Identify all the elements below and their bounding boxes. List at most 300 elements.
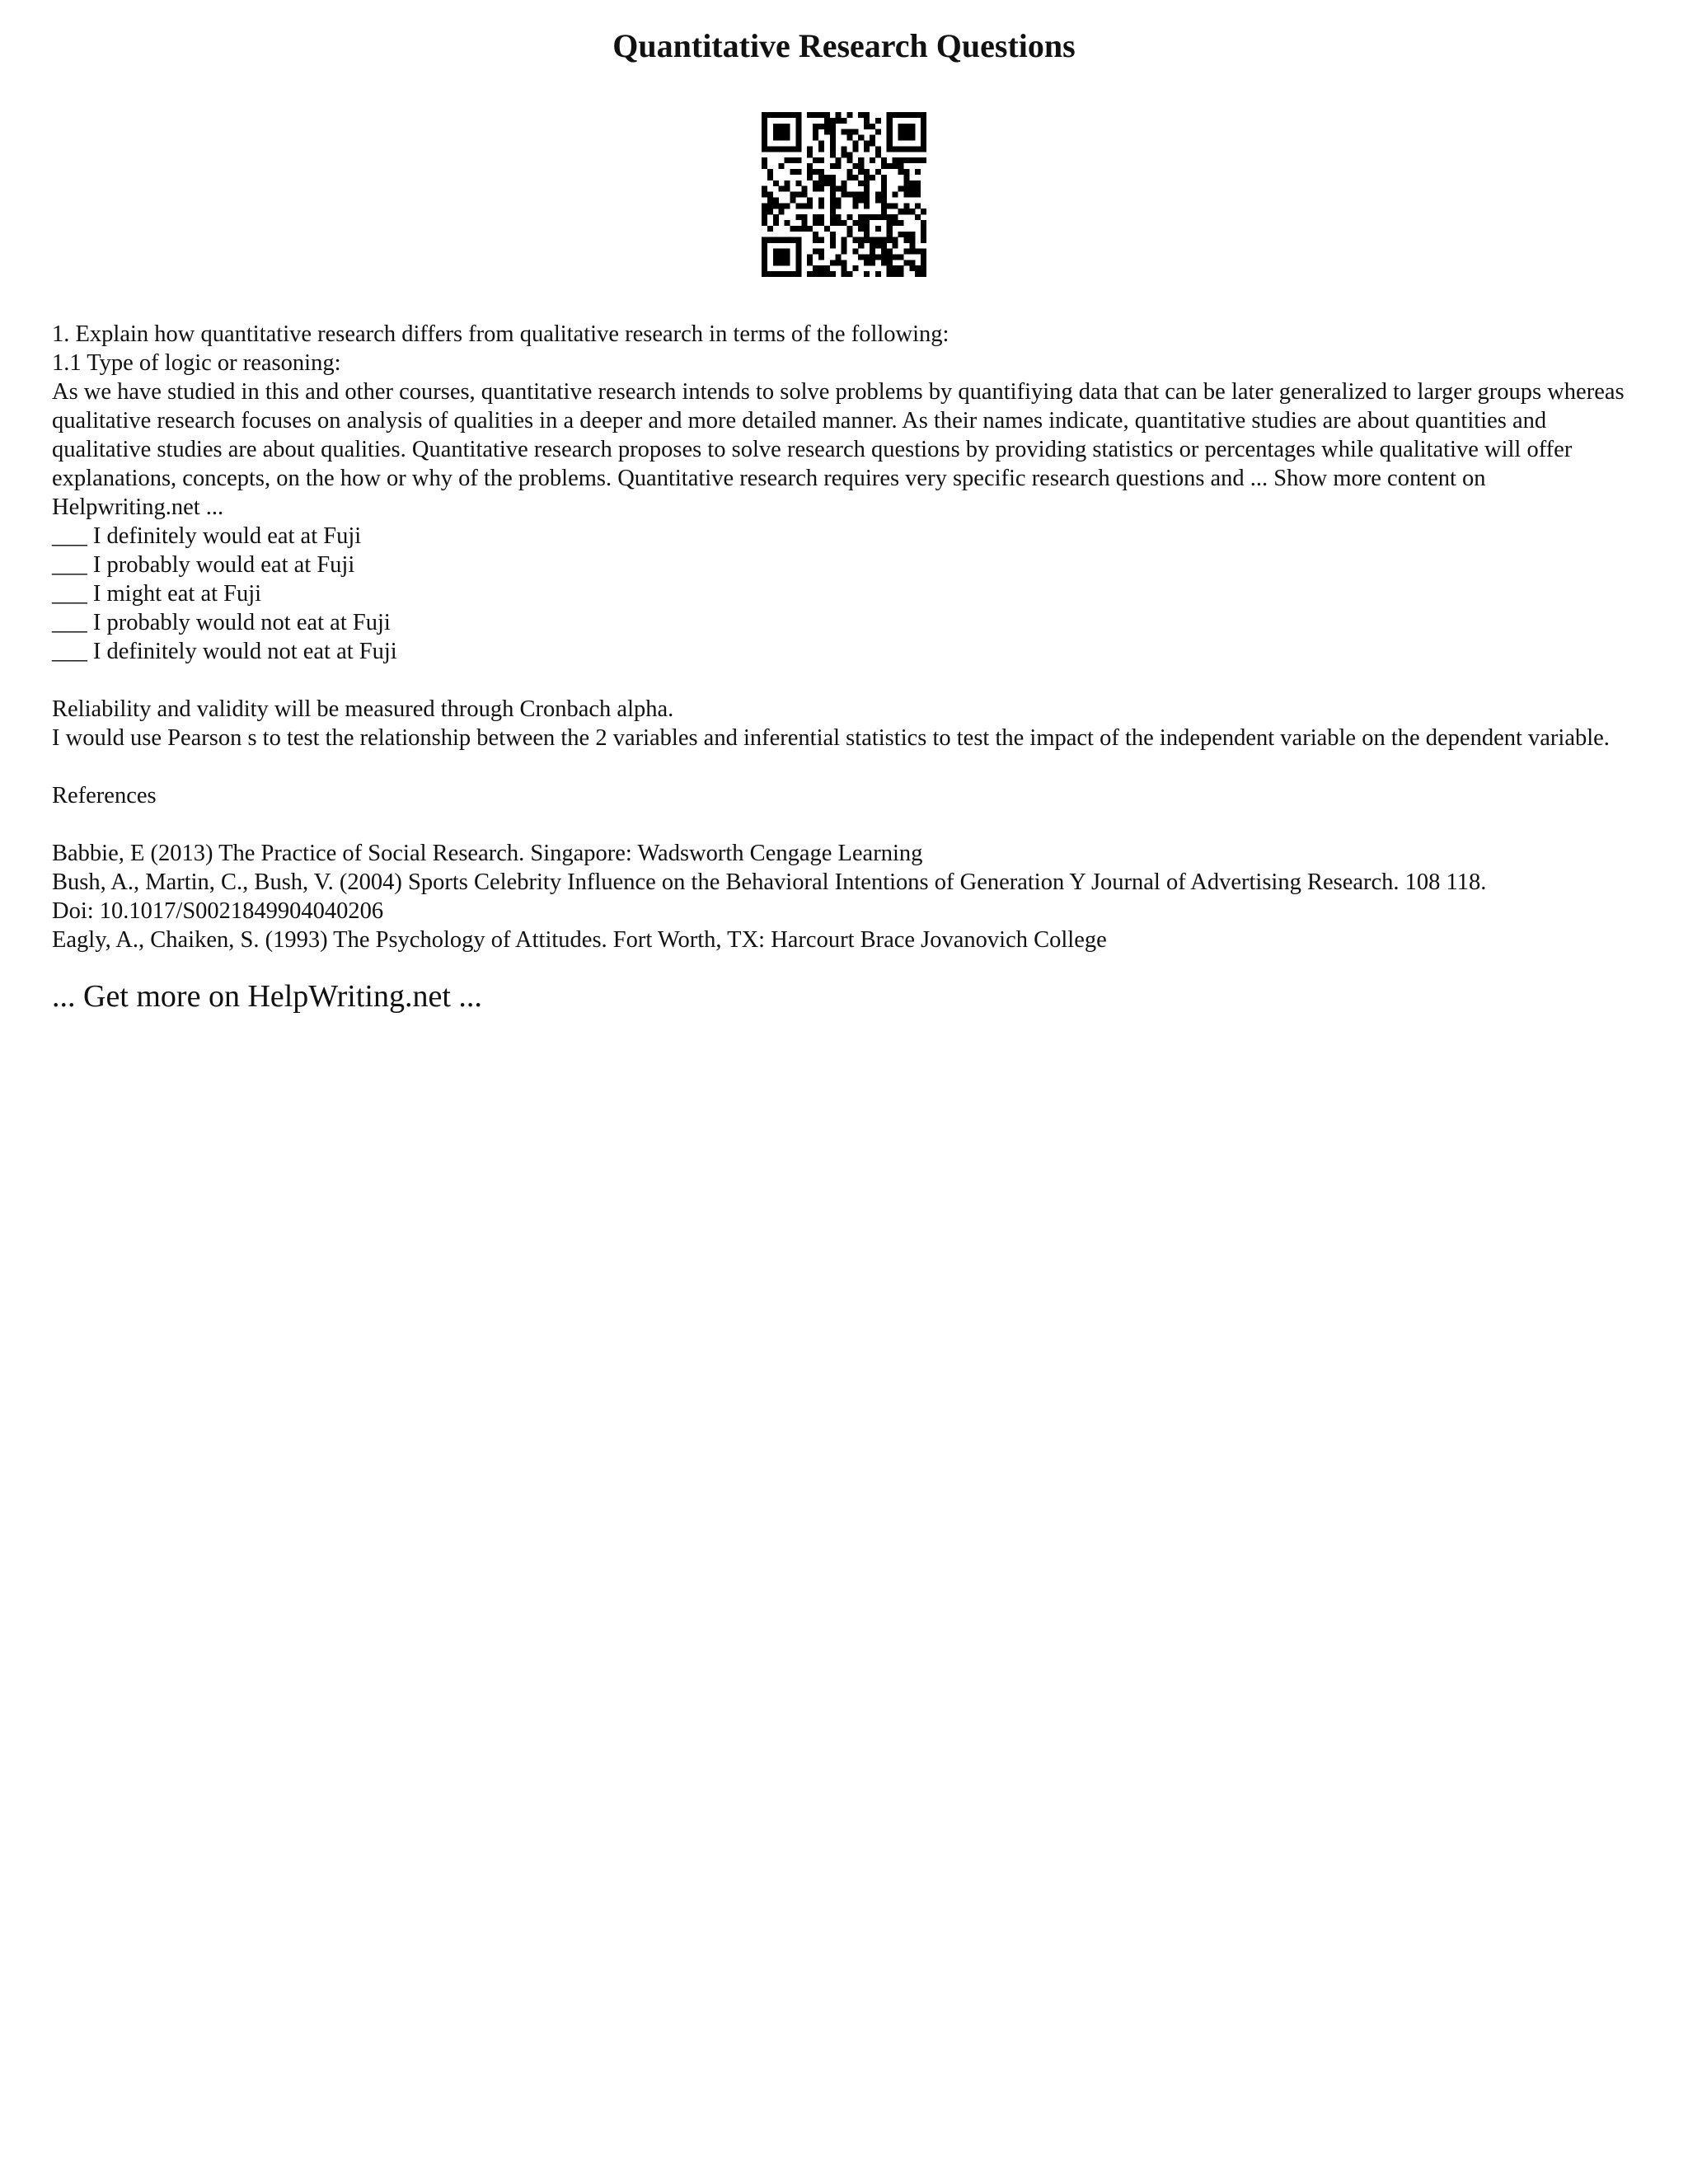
qr-module: [836, 118, 842, 124]
qr-module: [807, 197, 813, 203]
qr-module: [807, 260, 813, 265]
qr-module: [807, 226, 813, 232]
qr-module: [858, 243, 864, 249]
qr-module: [830, 192, 836, 198]
qr-module: [795, 271, 801, 277]
qr-module: [864, 124, 870, 129]
qr-module: [881, 192, 887, 198]
qr-module: [795, 157, 801, 163]
qr-module: [779, 186, 785, 192]
spacer: [52, 666, 1636, 695]
qr-module: [842, 260, 847, 265]
qr-module: [773, 135, 779, 141]
qr-module: [842, 265, 847, 271]
qr-module: [773, 254, 779, 260]
qr-module: [887, 146, 893, 152]
qr-module: [813, 232, 818, 237]
qr-module: [807, 146, 813, 152]
qr-module: [773, 124, 779, 129]
qr-module: [921, 112, 926, 118]
qr-module: [852, 192, 858, 198]
qr-module: [818, 124, 824, 129]
qr-module: [813, 180, 818, 186]
qr-module: [846, 232, 852, 237]
qr-module: [779, 209, 785, 214]
references-heading: References: [52, 783, 157, 808]
qr-module: [898, 209, 904, 214]
qr-module: [875, 271, 881, 277]
qr-module: [864, 192, 870, 198]
qr-module: [762, 129, 767, 135]
qr-module: [762, 265, 767, 271]
qr-module: [915, 271, 921, 277]
qr-module: [830, 271, 836, 277]
qr-module: [773, 237, 779, 243]
qr-module: [824, 118, 830, 124]
qr-module: [875, 152, 881, 157]
qr-module: [903, 192, 909, 198]
qr-module: [801, 203, 807, 209]
qr-module: [881, 249, 887, 255]
qr-module: [790, 112, 795, 118]
qr-module: [881, 163, 887, 169]
qr-module: [898, 135, 904, 141]
qr-module: [842, 271, 847, 277]
qr-module: [893, 146, 898, 152]
qr-module: [893, 192, 898, 198]
qr-module: [818, 197, 824, 203]
qr-module: [842, 118, 847, 124]
qr-module: [864, 220, 870, 226]
qr-module: [846, 226, 852, 232]
qr-module: [921, 140, 926, 146]
qr-module: [801, 186, 807, 192]
qr-module: [909, 243, 915, 249]
qr-module: [864, 260, 870, 265]
qr-module: [830, 175, 836, 180]
qr-module: [921, 135, 926, 141]
qr-module: [813, 186, 818, 192]
qr-module: [903, 249, 909, 255]
qr-module: [779, 237, 785, 243]
qr-module: [785, 135, 790, 141]
qr-module: [864, 254, 870, 260]
qr-module: [881, 197, 887, 203]
qr-module: [903, 209, 909, 214]
qr-module: [773, 214, 779, 220]
qr-module: [875, 146, 881, 152]
qr-module: [779, 129, 785, 135]
qr-module: [785, 249, 790, 255]
qr-module: [818, 140, 824, 146]
qr-module: [858, 197, 864, 203]
scale-option: ___ I probably would eat at Fuji: [52, 552, 355, 578]
question-heading: 1. Explain how quantitative research differs from qualitative research in terms of the following:: [52, 321, 950, 347]
qr-module: [846, 192, 852, 198]
qr-module: [909, 124, 915, 129]
qr-module: [858, 169, 864, 175]
qr-module: [858, 237, 864, 243]
qr-module: [818, 180, 824, 186]
qr-module: [785, 157, 790, 163]
qr-module: [887, 254, 893, 260]
qr-module: [842, 146, 847, 152]
qr-module: [824, 271, 830, 277]
qr-module: [795, 237, 801, 243]
qr-module: [773, 146, 779, 152]
qr-module: [762, 118, 767, 124]
qr-module: [801, 214, 807, 220]
qr-module: [790, 237, 795, 243]
qr-module: [846, 214, 852, 220]
qr-module: [785, 186, 790, 192]
qr-module: [813, 157, 818, 163]
qr-module: [830, 180, 836, 186]
qr-module: [881, 186, 887, 192]
qr-module: [921, 209, 926, 214]
qr-module: [790, 146, 795, 152]
qr-module: [898, 157, 904, 163]
qr-module: [875, 169, 881, 175]
qr-module: [785, 260, 790, 265]
qr-module: [864, 271, 870, 277]
qr-module: [858, 254, 864, 260]
qr-module: [921, 118, 926, 124]
qr-module: [864, 180, 870, 186]
qr-module: [852, 249, 858, 255]
qr-module: [893, 220, 898, 226]
qr-module: [842, 152, 847, 157]
qr-module: [830, 237, 836, 243]
qr-code-container: [52, 112, 1636, 277]
scale-option: ___ I probably would not eat at Fuji: [52, 610, 391, 635]
qr-module: [858, 214, 864, 220]
qr-module: [836, 157, 842, 163]
qr-module: [790, 226, 795, 232]
qr-module: [842, 220, 847, 226]
qr-module: [921, 157, 926, 163]
qr-module: [842, 192, 847, 198]
qr-module: [830, 152, 836, 157]
qr-module: [881, 175, 887, 180]
qr-module: [875, 129, 881, 135]
qr-module: [846, 152, 852, 157]
qr-module: [818, 249, 824, 255]
qr-module: [801, 220, 807, 226]
qr-module: [795, 112, 801, 118]
qr-module: [903, 237, 909, 243]
qr-module: [801, 226, 807, 232]
qr-module: [779, 260, 785, 265]
qr-module: [767, 226, 773, 232]
qr-module: [921, 260, 926, 265]
get-more-link[interactable]: ... Get more on HelpWriting.net ...: [52, 979, 482, 1014]
qr-module: [773, 112, 779, 118]
qr-module: [887, 112, 893, 118]
qr-module: [762, 243, 767, 249]
qr-module: [773, 249, 779, 255]
qr-module: [898, 112, 904, 118]
qr-module: [785, 203, 790, 209]
qr-module: [921, 249, 926, 255]
qr-module: [898, 146, 904, 152]
qr-module: [818, 186, 824, 192]
qr-module: [818, 146, 824, 152]
qr-module: [921, 124, 926, 129]
qr-module: [903, 203, 909, 209]
qr-module: [773, 197, 779, 203]
qr-module: [852, 146, 858, 152]
qr-module: [762, 140, 767, 146]
qr-module: [881, 260, 887, 265]
qr-module: [767, 197, 773, 203]
qr-module: [898, 129, 904, 135]
qr-module: [795, 192, 801, 198]
qr-module: [846, 271, 852, 277]
qr-module: [830, 243, 836, 249]
qr-module: [909, 209, 915, 214]
qr-module: [762, 146, 767, 152]
qr-module: [870, 249, 875, 255]
qr-module: [779, 271, 785, 277]
qr-module: [762, 271, 767, 277]
qr-module: [830, 146, 836, 152]
qr-module: [921, 254, 926, 260]
qr-module: [881, 203, 887, 209]
qr-module: [767, 209, 773, 214]
reference-item: Eagly, A., Chaiken, S. (1993) The Psychology of Attitudes. Fort Worth, TX: Harcourt Brace Jovanovich College: [52, 927, 1107, 953]
qr-module: [852, 203, 858, 209]
qr-module: [779, 135, 785, 141]
qr-module: [898, 220, 904, 226]
qr-module: [818, 237, 824, 243]
qr-module: [875, 197, 881, 203]
qr-module: [767, 237, 773, 243]
qr-module: [767, 112, 773, 118]
qr-module: [824, 112, 830, 118]
qr-module: [813, 271, 818, 277]
qr-module: [779, 203, 785, 209]
qr-module: [762, 209, 767, 214]
qr-module: [887, 271, 893, 277]
qr-code-icon: [762, 112, 926, 277]
qr-module: [813, 220, 818, 226]
qr-module: [762, 203, 767, 209]
qr-module: [921, 232, 926, 237]
qr-module: [762, 135, 767, 141]
qr-module: [762, 192, 767, 198]
qr-module: [858, 226, 864, 232]
qr-module: [830, 197, 836, 203]
qr-module: [875, 214, 881, 220]
qr-module: [846, 157, 852, 163]
qr-module: [830, 129, 836, 135]
qr-module: [790, 197, 795, 203]
qr-module: [870, 175, 875, 180]
qr-module: [852, 129, 858, 135]
qr-module: [767, 203, 773, 209]
scale-option: ___ I might eat at Fuji: [52, 581, 262, 607]
qr-module: [813, 129, 818, 135]
qr-module: [887, 203, 893, 209]
qr-module: [836, 197, 842, 203]
qr-module: [915, 192, 921, 198]
qr-module: [836, 112, 842, 118]
qr-module: [870, 124, 875, 129]
qr-module: [830, 232, 836, 237]
qr-module: [887, 232, 893, 237]
qr-module: [881, 214, 887, 220]
qr-module: [836, 186, 842, 192]
qr-module: [893, 237, 898, 243]
qr-module: [836, 254, 842, 260]
qr-module: [875, 192, 881, 198]
qr-module: [881, 254, 887, 260]
qr-module: [807, 152, 813, 157]
qr-module: [813, 112, 818, 118]
qr-module: [795, 265, 801, 271]
page-title: Quantitative Research Questions: [612, 27, 1076, 64]
qr-module: [852, 197, 858, 203]
qr-module: [921, 146, 926, 152]
qr-module: [898, 163, 904, 169]
qr-module: [915, 186, 921, 192]
qr-module: [795, 169, 801, 175]
qr-module: [807, 254, 813, 260]
qr-module: [909, 260, 915, 265]
qr-module: [762, 157, 767, 163]
qr-module: [903, 180, 909, 186]
qr-module: [858, 220, 864, 226]
qr-module: [830, 163, 836, 169]
qr-module: [813, 124, 818, 129]
qr-module: [830, 220, 836, 226]
reference-item: Doi: 10.1017/S0021849904040206: [52, 898, 384, 924]
qr-module: [795, 214, 801, 220]
qr-module: [818, 169, 824, 175]
qr-module: [881, 157, 887, 163]
qr-module: [813, 249, 818, 255]
qr-module: [852, 140, 858, 146]
qr-module: [915, 203, 921, 209]
qr-module: [762, 254, 767, 260]
qr-module: [903, 157, 909, 163]
qr-module: [921, 220, 926, 226]
qr-module: [875, 118, 881, 124]
qr-module: [818, 203, 824, 209]
qr-module: [864, 175, 870, 180]
qr-module: [881, 243, 887, 249]
qr-module: [887, 265, 893, 271]
qr-module: [779, 112, 785, 118]
qr-module: [858, 192, 864, 198]
qr-module: [909, 186, 915, 192]
qr-module: [921, 129, 926, 135]
qr-module: [842, 186, 847, 192]
qr-module: [773, 180, 779, 186]
qr-module: [830, 209, 836, 214]
qr-module: [909, 265, 915, 271]
qr-module: [921, 265, 926, 271]
qr-module: [836, 163, 842, 169]
qr-module: [858, 157, 864, 163]
qr-module: [887, 214, 893, 220]
qr-module: [830, 118, 836, 124]
qr-module: [762, 163, 767, 169]
qr-module: [893, 157, 898, 163]
qr-module: [881, 180, 887, 186]
qr-module: [767, 192, 773, 198]
qr-module: [887, 118, 893, 124]
qr-module: [795, 249, 801, 255]
qr-module: [903, 135, 909, 141]
qr-module: [909, 192, 915, 198]
qr-module: [909, 146, 915, 152]
qr-module: [773, 271, 779, 277]
qr-module: [887, 135, 893, 141]
qr-module: [909, 237, 915, 243]
reliability-line: Reliability and validity will be measured through Cronbach alpha.: [52, 696, 674, 722]
qr-module: [818, 220, 824, 226]
qr-module: [903, 124, 909, 129]
qr-module: [875, 243, 881, 249]
qr-module: [846, 112, 852, 118]
qr-module: [836, 260, 842, 265]
qr-module: [870, 157, 875, 163]
qr-module: [893, 112, 898, 118]
qr-module: [773, 260, 779, 265]
qr-module: [893, 163, 898, 169]
qr-module: [818, 265, 824, 271]
qr-module: [893, 203, 898, 209]
qr-module: [762, 249, 767, 255]
scale-option: ___ I definitely would not eat at Fuji: [52, 639, 397, 664]
qr-module: [898, 232, 904, 237]
qr-module: [785, 220, 790, 226]
qr-module: [767, 271, 773, 277]
qr-module: [852, 220, 858, 226]
qr-module: [909, 232, 915, 237]
qr-module: [915, 180, 921, 186]
qr-module: [915, 169, 921, 175]
qr-module: [790, 169, 795, 175]
qr-module: [767, 146, 773, 152]
document-body: [52, 320, 1636, 954]
qr-module: [830, 140, 836, 146]
qr-module: [881, 209, 887, 214]
qr-module: [909, 129, 915, 135]
qr-module: [842, 243, 847, 249]
qr-module: [785, 180, 790, 186]
qr-module: [807, 169, 813, 175]
qr-module: [824, 129, 830, 135]
reference-item: Babbie, E (2013) The Practice of Social Research. Singapore: Wadsworth Cengage Learning: [52, 841, 923, 866]
qr-module: [830, 203, 836, 209]
qr-module: [887, 140, 893, 146]
qr-module: [785, 146, 790, 152]
qr-module: [898, 124, 904, 129]
qr-module: [830, 214, 836, 220]
qr-module: [846, 169, 852, 175]
qr-module: [915, 249, 921, 255]
qr-module: [915, 214, 921, 220]
qr-module: [795, 118, 801, 124]
qr-module: [785, 112, 790, 118]
qr-module: [887, 226, 893, 232]
qr-module: [824, 124, 830, 129]
qr-module: [813, 237, 818, 243]
qr-module: [818, 271, 824, 277]
